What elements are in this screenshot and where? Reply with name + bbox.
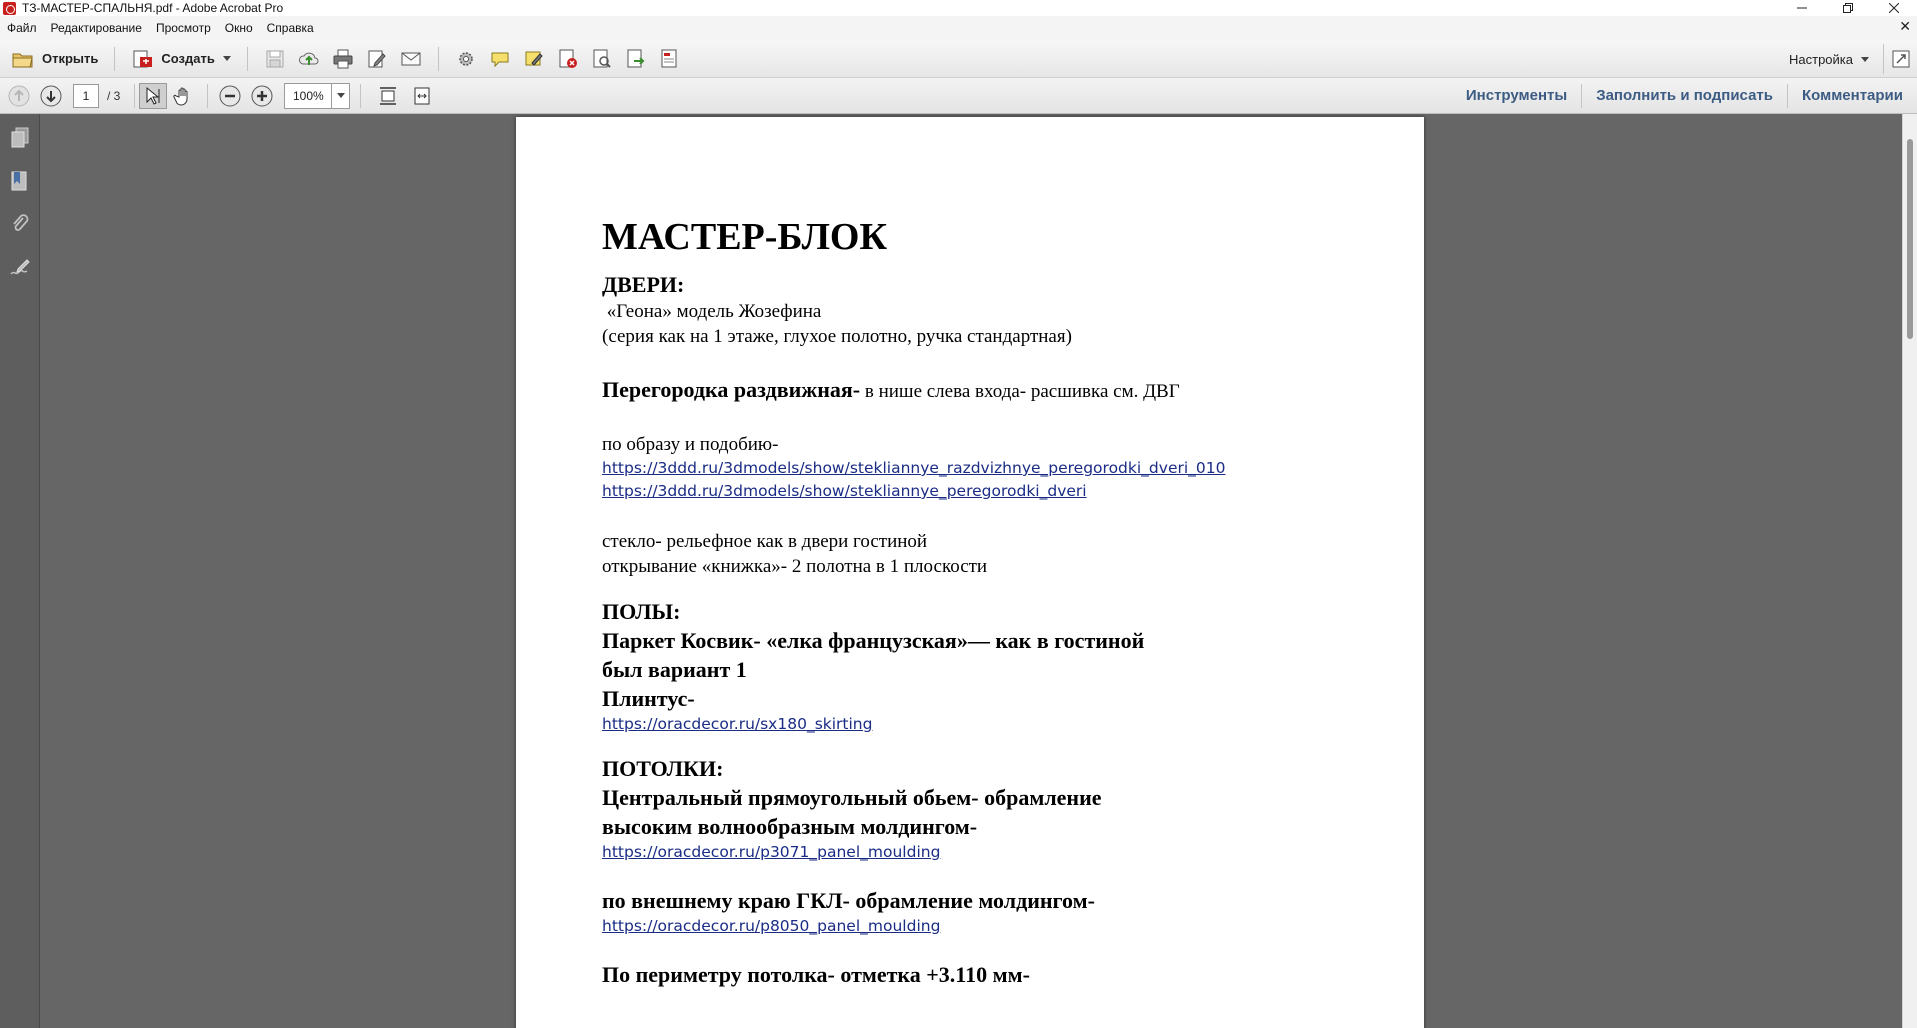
toolbar-separator bbox=[360, 84, 361, 108]
previous-page-button[interactable] bbox=[8, 85, 30, 107]
fit-width-button[interactable] bbox=[405, 81, 439, 111]
customize-button[interactable] bbox=[1775, 52, 1883, 67]
toolbar-separator bbox=[247, 47, 248, 71]
zoom-select[interactable] bbox=[284, 83, 350, 109]
bookmarks-button[interactable] bbox=[0, 159, 40, 202]
partition-sample-text: по образу и подобию- bbox=[602, 434, 779, 455]
page-thumbnails-button[interactable] bbox=[0, 116, 40, 159]
expand-icon bbox=[1892, 50, 1910, 68]
task-panels bbox=[1452, 78, 1917, 114]
arrow-up-icon bbox=[8, 85, 30, 107]
fit-width-icon bbox=[411, 85, 433, 107]
navigation-pane bbox=[0, 114, 40, 1028]
menu-window[interactable]: Окно bbox=[224, 21, 253, 35]
floors-skirting-text: Плинтус- bbox=[602, 686, 695, 711]
acrobat-app-icon bbox=[3, 2, 16, 15]
moulding-link[interactable]: https://oracdecor.ru/p8050_panel_moulding bbox=[602, 917, 941, 935]
fill-sign-panel-link[interactable]: Заполнить и подписать bbox=[1596, 87, 1773, 104]
menu-bar bbox=[0, 16, 1917, 40]
upload-cloud-button[interactable] bbox=[292, 44, 326, 74]
skirting-link[interactable]: https://oracdecor.ru/sx180_skirting bbox=[602, 715, 873, 733]
toolbar-separator bbox=[114, 47, 115, 71]
close-icon bbox=[1889, 3, 1899, 13]
email-button[interactable] bbox=[394, 44, 428, 74]
signature-pen-icon bbox=[9, 256, 31, 278]
full-screen-button[interactable] bbox=[1883, 44, 1917, 74]
document-viewport[interactable] bbox=[40, 114, 1902, 1028]
document-search-icon bbox=[591, 48, 613, 70]
vertical-scrollbar[interactable] bbox=[1902, 114, 1917, 1028]
comments-panel-link[interactable]: Комментарии bbox=[1801, 87, 1903, 104]
close-window-button[interactable] bbox=[1871, 0, 1917, 16]
text-cursor-icon bbox=[142, 85, 164, 107]
settings-button[interactable] bbox=[449, 44, 483, 74]
partition-link[interactable]: https://3ddd.ru/3dmodels/show/stekliannye_razdvizhnye_peregorodki_dveri_010 bbox=[602, 459, 1226, 477]
chevron-down-icon bbox=[337, 93, 345, 98]
ceilings-perimeter-text: По периметру потолка- отметка +3.110 мм- bbox=[602, 962, 1030, 987]
toolbar-separator bbox=[438, 47, 439, 71]
chevron-down-icon bbox=[223, 56, 231, 61]
ceilings-central-text: Центральный прямоугольный обьем- обрамление высоким волнообразным молдингом- bbox=[602, 785, 1102, 839]
restore-icon bbox=[1843, 3, 1853, 13]
pages-button[interactable] bbox=[585, 44, 619, 74]
folder-icon bbox=[12, 50, 34, 68]
toolbar-separator bbox=[134, 84, 135, 108]
pdf-page bbox=[516, 117, 1424, 1028]
customize-label: Настройка bbox=[1789, 51, 1853, 67]
doors-line: «Геона» модель Жозефина bbox=[602, 301, 822, 322]
zoom-dropdown-button[interactable] bbox=[331, 84, 349, 108]
menu-help[interactable]: Справка bbox=[266, 21, 314, 35]
floors-heading: ПОЛЫ: bbox=[602, 599, 681, 624]
partition-line bbox=[602, 375, 1402, 406]
toolbar-right bbox=[1775, 40, 1917, 78]
pages-icon bbox=[10, 127, 30, 149]
fit-page-icon bbox=[377, 85, 399, 107]
fit-page-button[interactable] bbox=[371, 81, 405, 111]
zoom-out-button[interactable] bbox=[219, 85, 241, 107]
form-button[interactable] bbox=[653, 44, 687, 74]
menu-file[interactable]: Файл bbox=[7, 21, 37, 35]
glass-line: стекло- рельефное как в двери гостиной bbox=[602, 531, 928, 552]
edit-document-icon bbox=[366, 48, 388, 70]
zoom-value: 100% bbox=[292, 88, 324, 103]
hand-icon bbox=[173, 85, 195, 107]
paperclip-icon bbox=[10, 213, 30, 235]
arrow-down-icon bbox=[40, 85, 62, 107]
print-button[interactable] bbox=[326, 44, 360, 74]
tools-panel-link[interactable]: Инструменты bbox=[1465, 87, 1568, 104]
ceilings-heading: ПОТОЛКИ: bbox=[602, 756, 724, 781]
partition-link[interactable]: https://3ddd.ru/3dmodels/show/stekliannye_peregorodki_dveri bbox=[602, 482, 1087, 500]
main-toolbar bbox=[0, 40, 1917, 78]
menu-view[interactable]: Просмотр bbox=[155, 21, 211, 35]
scrollbar-thumb[interactable] bbox=[1907, 139, 1913, 339]
edit-pdf-button[interactable] bbox=[360, 44, 394, 74]
window-title: ТЗ-МАСТЕР-СПАЛЬНЯ.pdf - Adobe Acrobat Pro bbox=[22, 1, 284, 15]
partition-bold-text: Перегородка раздвижная- bbox=[602, 377, 861, 402]
floors-parquet-text: Паркет Косвик- «елка французская»— как в гостиной был вариант 1 bbox=[602, 628, 1145, 682]
form-icon bbox=[659, 48, 681, 70]
save-icon bbox=[264, 48, 286, 70]
printer-icon bbox=[332, 48, 354, 70]
next-page-button[interactable] bbox=[40, 85, 62, 107]
menu-edit[interactable]: Редактирование bbox=[50, 21, 142, 35]
gear-icon bbox=[455, 48, 477, 70]
highlighter-icon bbox=[523, 48, 545, 70]
title-bar bbox=[0, 0, 1917, 16]
create-label: Создать bbox=[161, 51, 215, 66]
plus-icon bbox=[251, 85, 273, 107]
select-tool-button[interactable] bbox=[139, 83, 167, 109]
partition-text: в нише слева входа- расшивка см. ДВГ bbox=[860, 381, 1180, 402]
page-number-input[interactable]: 1 bbox=[73, 84, 99, 108]
create-pdf-icon bbox=[131, 50, 153, 68]
create-button[interactable] bbox=[125, 44, 236, 74]
doors-line: (серия как на 1 этаже, глухое полотно, ручка стандартная) bbox=[602, 326, 1072, 347]
minimize-icon bbox=[1797, 3, 1807, 13]
attachments-button[interactable] bbox=[0, 202, 40, 245]
cloud-upload-icon bbox=[298, 48, 320, 70]
chevron-down-icon bbox=[1861, 57, 1869, 62]
export-icon bbox=[625, 48, 647, 70]
ceilings-outer-text: по внешнему краю ГКЛ- обрамление молдингом- bbox=[602, 888, 1095, 913]
minus-icon bbox=[219, 85, 241, 107]
window-controls bbox=[1779, 0, 1917, 16]
toolbar-separator bbox=[207, 84, 208, 108]
minimize-button[interactable] bbox=[1779, 0, 1825, 16]
hand-tool-button[interactable] bbox=[167, 81, 201, 111]
page-content bbox=[602, 213, 1402, 989]
envelope-icon bbox=[400, 48, 422, 70]
document-title: МАСТЕР-БЛОК bbox=[602, 216, 888, 258]
page-total: / 3 bbox=[107, 88, 121, 103]
moulding-link[interactable]: https://oracdecor.ru/p3071_panel_moulding bbox=[602, 843, 941, 861]
comment-button[interactable] bbox=[483, 44, 517, 74]
zoom-in-button[interactable] bbox=[251, 85, 273, 107]
bookmark-icon bbox=[10, 170, 30, 192]
highlight-button[interactable] bbox=[517, 44, 551, 74]
open-button[interactable] bbox=[6, 44, 104, 74]
navigation-toolbar bbox=[0, 78, 1917, 114]
redact-button[interactable] bbox=[551, 44, 585, 74]
delete-page-icon bbox=[557, 48, 579, 70]
open-label: Открыть bbox=[42, 51, 99, 66]
save-button[interactable] bbox=[258, 44, 292, 74]
doors-heading: ДВЕРИ: bbox=[602, 272, 685, 297]
close-document-icon[interactable]: ✕ bbox=[1899, 18, 1911, 34]
signatures-button[interactable] bbox=[0, 245, 40, 288]
opening-line: открывание «книжка»- 2 полотна в 1 плоскости bbox=[602, 556, 988, 577]
export-button[interactable] bbox=[619, 44, 653, 74]
restore-button[interactable] bbox=[1825, 0, 1871, 16]
speech-bubble-icon bbox=[489, 48, 511, 70]
